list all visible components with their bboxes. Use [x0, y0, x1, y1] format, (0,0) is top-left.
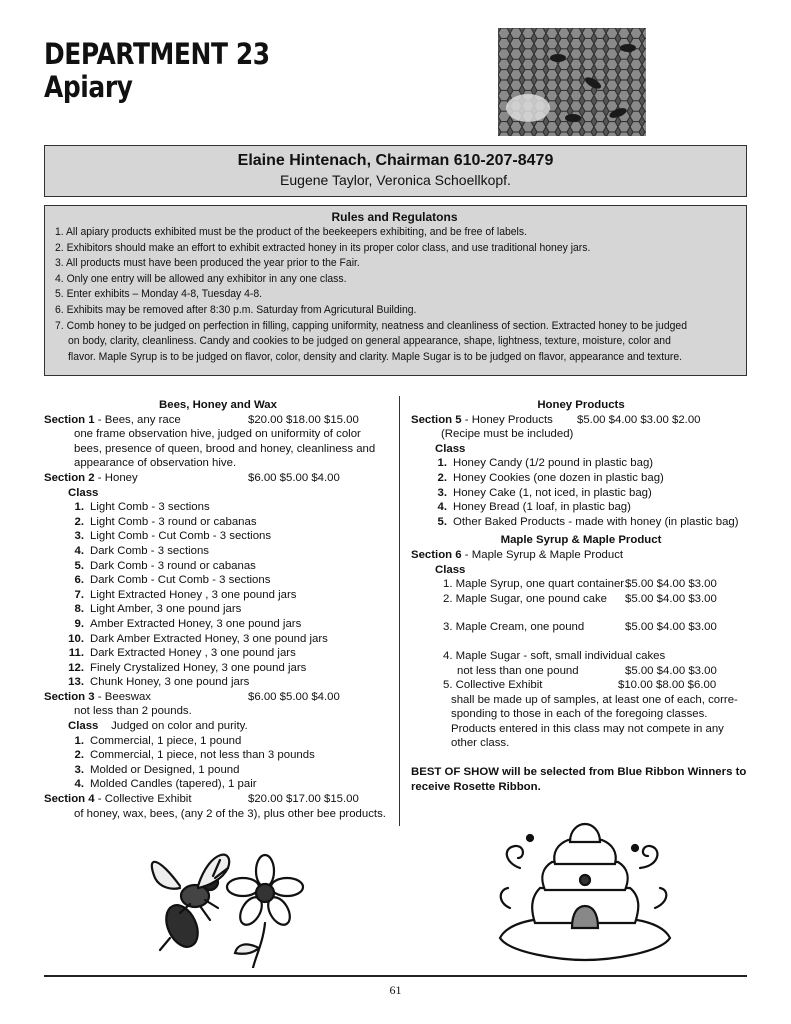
class-row	[44, 719, 392, 734]
section-desc: of honey, wax, bees, (any 2 of the 3), plus other bee products.	[74, 807, 386, 820]
class-text: 5. Collective Exhibit	[443, 679, 543, 692]
class-item	[411, 486, 751, 501]
rule-item: flavor. Maple Syrup is to be judged on flavor, color, density and clarity. Maple Sugar is to be judged on flavor, appearance and texture.	[68, 350, 683, 363]
honeycomb-photo	[498, 28, 646, 136]
class-item	[411, 471, 751, 486]
class-label: Class	[68, 486, 99, 499]
class-number: 3.	[74, 763, 84, 776]
class-number: 2.	[437, 471, 447, 484]
section-label: Section 1	[44, 413, 95, 426]
class-prices: $5.00 $4.00 $3.00	[625, 664, 717, 677]
class-number: 5.	[437, 515, 447, 528]
class-item	[411, 664, 751, 679]
class-item: 4. Maple Sugar - soft, small individual cakes	[443, 649, 666, 662]
class-text: Honey Candy (1/2 pound in plastic bag)	[453, 457, 654, 470]
class-number: 2.	[74, 749, 84, 762]
class-label: Class	[435, 563, 466, 576]
section-heading: Maple Syrup & Maple Product	[500, 534, 662, 547]
class-item	[44, 763, 392, 778]
section-prices: $20.00 $18.00 $15.00	[248, 413, 359, 426]
class-item	[44, 588, 392, 603]
page-title	[44, 38, 270, 104]
class-text: Honey Bread (1 loaf, in plastic bag)	[453, 501, 631, 514]
section-desc: one frame observation hive, judged on uniformity of color	[74, 428, 361, 441]
section-prices: $6.00 $5.00 $4.00	[248, 690, 340, 703]
class-item	[44, 734, 392, 749]
section-prices: $5.00 $4.00 $3.00 $2.00	[577, 413, 701, 426]
class-prices: $5.00 $4.00 $3.00	[625, 621, 717, 634]
section-text: - Bees, any race	[94, 413, 181, 426]
section-prices: $20.00 $17.00 $15.00	[248, 793, 359, 806]
class-label: Class	[68, 720, 99, 733]
left-column	[44, 398, 392, 821]
class-number: 5.	[74, 559, 84, 572]
section-text: - Maple Syrup & Maple Product	[461, 548, 624, 561]
class-number: 4.	[74, 544, 84, 557]
committee-members: Eugene Taylor, Veronica Schoellkopf.	[280, 172, 511, 188]
class-desc: Products entered in this class may not compete in any	[451, 722, 724, 735]
section-6-row	[411, 548, 751, 563]
section-1-row	[44, 413, 392, 428]
class-text: Molded Candles (tapered), 1 pair	[90, 778, 257, 791]
class-prices: $10.00 $8.00 $6.00	[618, 679, 717, 692]
class-label: Class	[435, 442, 466, 455]
rule-item: 2. Exhibitors should make an effort to exhibit extracted honey in its proper color class, and use traditional honey jars.	[55, 241, 591, 254]
class-item	[44, 559, 392, 574]
class-number: 2.	[74, 515, 84, 528]
class-text: Light Extracted Honey , 3 one pound jars	[90, 588, 297, 601]
beehive-illustration	[490, 808, 680, 968]
class-item	[44, 632, 392, 647]
class-item	[44, 661, 392, 676]
class-item	[44, 573, 392, 588]
class-text: Commercial, 1 piece, 1 pound	[90, 734, 242, 747]
class-text: 1. Maple Syrup, one quart container	[443, 578, 625, 591]
class-item	[44, 515, 392, 530]
class-text: Commercial, 1 piece, not less than 3 pounds	[90, 749, 315, 762]
section-2-row	[44, 471, 392, 486]
best-of-show: receive Rosette Ribbon.	[411, 780, 541, 793]
class-desc: shall be made up of samples, at least one of each, corre-	[451, 693, 738, 706]
class-text: Honey Cookies (one dozen in plastic bag)	[453, 471, 664, 484]
class-number: 1.	[437, 457, 447, 470]
rule-item: on body, clarity, cleanliness. Candy and cookies to be judged on general appearance, shape, lightness, texture, moisture, color and	[68, 335, 671, 348]
section-text: - Beeswax	[94, 690, 151, 703]
rule-item: 1. All apiary products exhibited must be the product of the beekeepers exhibiting, and be free of labels.	[55, 226, 527, 238]
class-item	[411, 456, 751, 471]
section-label: Section 4	[44, 793, 95, 806]
department-title: DEPARTMENT 23	[44, 37, 270, 71]
class-item	[44, 617, 392, 632]
class-number: 13.	[68, 676, 84, 689]
rules-title: Rules and Regulatons	[331, 210, 458, 224]
class-text: 3. Maple Cream, one pound	[443, 621, 585, 634]
class-number: 1.	[74, 501, 84, 514]
class-text: Dark Comb - 3 sections	[90, 544, 210, 557]
class-item	[44, 777, 392, 792]
class-item	[44, 675, 392, 690]
chairman-name: Elaine Hintenach, Chairman 610-207-8479	[237, 152, 554, 169]
class-prices: $5.00 $4.00 $3.00	[625, 578, 717, 591]
class-item	[411, 500, 751, 515]
rule-item: 6. Exhibits may be removed after 8:30 p.m. Saturday from Agricutural Building.	[55, 303, 417, 316]
class-item	[44, 529, 392, 544]
class-number: 4.	[74, 778, 84, 791]
section-label: Section 6	[411, 548, 462, 561]
column-divider	[399, 396, 400, 826]
class-text: Other Baked Products - made with honey (in plastic bag)	[453, 515, 739, 528]
class-number: 12.	[68, 661, 84, 674]
class-prices: $5.00 $4.00 $3.00	[625, 592, 717, 605]
department-subtitle: Apiary	[44, 70, 133, 104]
class-item	[411, 592, 751, 607]
section-3-row	[44, 690, 392, 705]
rule-item: 4. Only one entry will be allowed any exhibitor in any one class.	[55, 272, 347, 285]
class-item	[44, 646, 392, 661]
class-item	[411, 620, 751, 635]
section-label: Section 3	[44, 690, 95, 703]
class-item	[44, 602, 392, 617]
section-text: - Honey Products	[461, 413, 553, 426]
class-desc: sponding to those in each of the foregoing classes.	[451, 708, 708, 721]
class-text: not less than one pound	[457, 664, 579, 677]
section-4-row	[44, 792, 392, 807]
class-number: 3.	[437, 486, 447, 499]
class-item	[411, 678, 751, 693]
footer-rule	[44, 975, 747, 977]
class-item	[44, 544, 392, 559]
class-number: 10.	[68, 632, 84, 645]
class-desc: other class.	[451, 737, 510, 750]
chairman-box	[44, 145, 747, 197]
class-number: 6.	[74, 574, 84, 587]
class-text: Amber Extracted Honey, 3 one pound jars	[90, 617, 302, 630]
class-text: Light Comb - 3 round or cabanas	[90, 515, 257, 528]
class-text: Dark Comb - Cut Comb - 3 sections	[90, 574, 271, 587]
class-number: 8.	[74, 603, 84, 616]
section-text: - Honey	[94, 471, 138, 484]
class-note: Judged on color and purity.	[111, 720, 248, 733]
section-text: - Collective Exhibit	[94, 793, 192, 806]
class-text: Finely Crystalized Honey, 3 one pound jars	[90, 661, 307, 674]
class-number: 4.	[437, 501, 447, 514]
section-5-row	[411, 413, 751, 428]
section-heading: Bees, Honey and Wax	[159, 399, 277, 411]
section-heading: Honey Products	[537, 399, 625, 411]
class-text: 2. Maple Sugar, one pound cake	[443, 592, 608, 605]
section-desc: not less than 2 pounds.	[74, 705, 192, 718]
class-number: 3.	[74, 530, 84, 543]
rules-box	[44, 205, 747, 376]
class-text: Light Comb - Cut Comb - 3 sections	[90, 530, 272, 543]
class-text: Dark Extracted Honey , 3 one pound jars	[90, 647, 296, 660]
class-item	[411, 577, 751, 592]
class-number: 9.	[74, 617, 84, 630]
class-item	[44, 500, 392, 515]
class-text: Molded or Designed, 1 pound	[90, 763, 240, 776]
class-text: Chunk Honey, 3 one pound jars	[90, 676, 250, 689]
class-text: Light Amber, 3 one pound jars	[90, 603, 242, 616]
section-note: (Recipe must be included)	[441, 428, 574, 441]
section-desc: appearance of observation hive.	[74, 457, 237, 470]
right-column	[411, 398, 751, 794]
class-text: Light Comb - 3 sections	[90, 501, 210, 514]
class-item	[44, 748, 392, 763]
section-prices: $6.00 $5.00 $4.00	[248, 471, 340, 484]
class-text: Dark Amber Extracted Honey, 3 one pound jars	[90, 632, 328, 645]
section-desc: bees, presence of queen, brood and honey, cleanliness and	[74, 442, 376, 455]
class-text: Dark Comb - 3 round or cabanas	[90, 559, 256, 572]
rule-item: 5. Enter exhibits – Monday 4-8, Tuesday 4-8.	[55, 288, 263, 301]
class-item	[411, 515, 751, 530]
class-number: 1.	[74, 734, 84, 747]
class-number: 7.	[74, 588, 84, 601]
bee-flower-illustration	[140, 838, 310, 968]
rule-item: 3. All products must have been produced the year prior to the Fair.	[55, 257, 360, 270]
class-number: 11.	[68, 647, 84, 660]
class-text: Honey Cake (1, not iced, in plastic bag)	[453, 486, 652, 499]
page-number: 61	[389, 983, 402, 997]
best-of-show: BEST OF SHOW will be selected from Blue Ribbon Winners to	[411, 766, 747, 779]
section-label: Section 2	[44, 471, 95, 484]
section-label: Section 5	[411, 413, 462, 426]
rule-item: 7. Comb honey to be judged on perfection in filling, capping uniformity, neatness and cleanliness of section. Extracted honey to be judged	[55, 319, 687, 332]
